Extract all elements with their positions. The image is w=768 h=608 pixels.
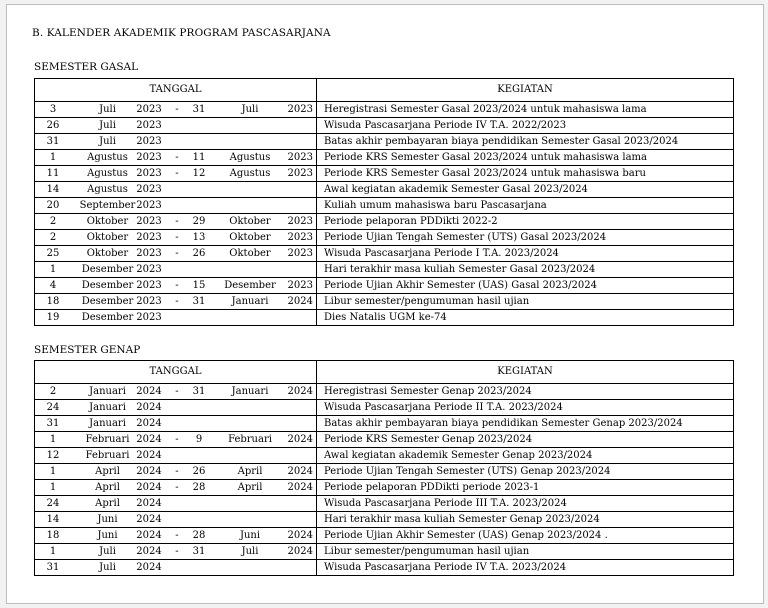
date-m2: Januari xyxy=(231,386,269,397)
date-m1: April xyxy=(95,466,120,477)
date-d1: 14 xyxy=(46,184,60,195)
page-title: B. KALENDER AKADEMIK PROGRAM PASCASARJANA xyxy=(32,27,331,39)
kegiatan-cell: Periode pelaporan PDDikti 2022-2 xyxy=(317,214,734,230)
kegiatan-cell: Periode Ujian Akhir Semester (UAS) Gasal 2023/2024 xyxy=(317,278,734,294)
date-m1: Februari xyxy=(85,434,130,445)
kegiatan-cell: Wisuda Pascasarjana Periode IV T.A. 2023/2024 xyxy=(317,560,734,576)
table-row xyxy=(35,480,734,496)
date-y1: 2024 xyxy=(136,514,162,525)
date-cell xyxy=(35,166,317,182)
date-dash: - xyxy=(175,546,179,557)
date-dash: - xyxy=(175,280,179,291)
date-d2: 29 xyxy=(192,216,206,227)
table-row xyxy=(35,512,734,528)
date-cell xyxy=(35,480,317,496)
tanggal-header: TANGGAL xyxy=(35,79,317,102)
kegiatan-cell: Libur semester/pengumuman hasil ujian xyxy=(317,544,734,560)
date-cell xyxy=(35,448,317,464)
table-row xyxy=(35,432,734,448)
date-y2: 2024 xyxy=(287,546,313,557)
kegiatan-header: KEGIATAN xyxy=(317,79,734,102)
date-y1: 2024 xyxy=(136,386,162,397)
kegiatan-cell: Batas akhir pembayaran biaya pendidikan Semester Genap 2023/2024 xyxy=(317,416,734,432)
date-d1: 1 xyxy=(49,466,57,477)
date-y1: 2023 xyxy=(136,248,162,259)
table-row xyxy=(35,214,734,230)
date-y1: 2024 xyxy=(136,402,162,413)
date-cell xyxy=(35,134,317,150)
date-y2: 2023 xyxy=(287,104,313,115)
table-row xyxy=(35,118,734,134)
date-y1: 2024 xyxy=(136,546,162,557)
kegiatan-cell: Periode KRS Semester Genap 2023/2024 xyxy=(317,432,734,448)
genap-table-header xyxy=(35,361,734,384)
kegiatan-cell: Wisuda Pascasarjana Periode IV T.A. 2022/2023 xyxy=(317,118,734,134)
date-y2: 2024 xyxy=(287,434,313,445)
gasal-table-body xyxy=(35,102,734,326)
date-y2: 2023 xyxy=(287,248,313,259)
date-y1: 2023 xyxy=(136,152,162,163)
kegiatan-cell: Periode KRS Semester Gasal 2023/2024 untuk mahasiswa lama xyxy=(317,150,734,166)
kegiatan-cell: Libur semester/pengumuman hasil ujian xyxy=(317,294,734,310)
date-cell xyxy=(35,294,317,310)
date-cell xyxy=(35,278,317,294)
date-m2: Oktober xyxy=(229,248,271,259)
date-y2: 2023 xyxy=(287,232,313,243)
date-m1: Oktober xyxy=(86,232,129,243)
date-m1: Agustus xyxy=(87,168,128,179)
table-row xyxy=(35,230,734,246)
date-d1: 18 xyxy=(46,296,60,307)
date-d2: 13 xyxy=(192,232,206,243)
kegiatan-cell: Wisuda Pascasarjana Periode III T.A. 2023/2024 xyxy=(317,496,734,512)
date-y2: 2024 xyxy=(287,530,313,541)
genap-table-body xyxy=(35,384,734,576)
date-dash: - xyxy=(175,232,179,243)
date-y1: 2024 xyxy=(136,482,162,493)
date-cell xyxy=(35,400,317,416)
date-d1: 25 xyxy=(46,248,60,259)
kegiatan-cell: Kuliah umum mahasiswa baru Pascasarjana xyxy=(317,198,734,214)
date-m1: Juli xyxy=(99,546,116,557)
date-d2: 26 xyxy=(192,248,206,259)
kegiatan-cell: Periode Ujian Tengah Semester (UTS) Genap 2023/2024 xyxy=(317,464,734,480)
date-dash: - xyxy=(175,530,179,541)
date-cell xyxy=(35,198,317,214)
date-y2: 2023 xyxy=(287,280,313,291)
date-m1: Agustus xyxy=(87,152,128,163)
date-m1: September xyxy=(79,200,136,211)
date-m1: Oktober xyxy=(86,248,129,259)
date-y1: 2024 xyxy=(136,562,162,573)
date-y1: 2023 xyxy=(136,136,162,147)
date-dash: - xyxy=(175,466,179,477)
date-dash: - xyxy=(175,168,179,179)
date-d1: 2 xyxy=(49,232,57,243)
date-d2: 11 xyxy=(192,152,206,163)
table-row xyxy=(35,400,734,416)
date-y1: 2023 xyxy=(136,296,162,307)
table-row xyxy=(35,384,734,400)
table-row xyxy=(35,560,734,576)
date-dash: - xyxy=(175,216,179,227)
date-m1: Januari xyxy=(89,418,126,429)
date-d2: 31 xyxy=(192,386,206,397)
date-m1: Januari xyxy=(89,386,126,397)
date-dash: - xyxy=(175,152,179,163)
date-d1: 11 xyxy=(46,168,60,179)
date-d2: 9 xyxy=(195,434,203,445)
date-cell xyxy=(35,544,317,560)
date-m1: Juli xyxy=(99,104,116,115)
kegiatan-cell: Awal kegiatan akademik Semester Gasal 2023/2024 xyxy=(317,182,734,198)
table-row xyxy=(35,246,734,262)
gasal-table-header xyxy=(35,79,734,102)
date-d1: 24 xyxy=(46,402,60,413)
date-y1: 2023 xyxy=(136,264,162,275)
date-m2: Agustus xyxy=(229,168,271,179)
date-d1: 31 xyxy=(46,562,60,573)
semester-gasal-title: SEMESTER GASAL xyxy=(34,61,139,73)
date-m1: Juli xyxy=(99,120,116,131)
date-y1: 2024 xyxy=(136,498,162,509)
date-y2: 2024 xyxy=(287,386,313,397)
tanggal-header: TANGGAL xyxy=(35,361,317,384)
date-y2: 2024 xyxy=(287,482,313,493)
gasal-table xyxy=(34,78,734,326)
table-row xyxy=(35,310,734,326)
date-d2: 31 xyxy=(192,546,206,557)
table-row xyxy=(35,182,734,198)
date-d1: 24 xyxy=(46,498,60,509)
date-y1: 2024 xyxy=(136,434,162,445)
date-d1: 20 xyxy=(46,200,60,211)
date-m2: Oktober xyxy=(229,232,271,243)
date-m1: April xyxy=(95,482,120,493)
date-d1: 31 xyxy=(46,136,60,147)
date-d1: 1 xyxy=(49,482,57,493)
date-y1: 2023 xyxy=(136,104,162,115)
date-dash: - xyxy=(175,104,179,115)
date-y1: 2023 xyxy=(136,312,162,323)
date-cell xyxy=(35,246,317,262)
date-cell xyxy=(35,528,317,544)
kegiatan-cell: Wisuda Pascasarjana Periode I T.A. 2023/2024 xyxy=(317,246,734,262)
date-m1: Januari xyxy=(89,402,126,413)
kegiatan-cell: Awal kegiatan akademik Semester Genap 2023/2024 xyxy=(317,448,734,464)
kegiatan-cell: Wisuda Pascasarjana Periode II T.A. 2023/2024 xyxy=(317,400,734,416)
date-d2: 31 xyxy=(192,104,206,115)
date-d2: 15 xyxy=(192,280,206,291)
date-dash: - xyxy=(175,434,179,445)
date-cell xyxy=(35,496,317,512)
date-d1: 1 xyxy=(49,152,57,163)
kegiatan-cell: Hari terakhir masa kuliah Semester Genap 2023/2024 xyxy=(317,512,734,528)
date-y2: 2024 xyxy=(287,296,313,307)
date-y1: 2024 xyxy=(136,450,162,461)
date-d1: 18 xyxy=(46,530,60,541)
date-d1: 19 xyxy=(46,312,60,323)
table-row xyxy=(35,198,734,214)
kegiatan-cell: Batas akhir pembayaran biaya pendidikan Semester Gasal 2023/2024 xyxy=(317,134,734,150)
table-row xyxy=(35,448,734,464)
date-d1: 1 xyxy=(49,434,57,445)
date-y1: 2024 xyxy=(136,418,162,429)
date-m2: Agustus xyxy=(229,152,271,163)
date-y1: 2024 xyxy=(136,530,162,541)
date-d1: 1 xyxy=(49,546,57,557)
table-row xyxy=(35,134,734,150)
date-d2: 28 xyxy=(192,482,206,493)
date-dash: - xyxy=(175,482,179,493)
date-cell xyxy=(35,102,317,118)
date-y1: 2023 xyxy=(136,200,162,211)
date-y2: 2023 xyxy=(287,168,313,179)
date-m1: April xyxy=(95,498,120,509)
date-cell xyxy=(35,560,317,576)
table-row xyxy=(35,278,734,294)
date-d2: 28 xyxy=(192,530,206,541)
date-cell xyxy=(35,214,317,230)
date-d2: 12 xyxy=(192,168,206,179)
date-m1: Juli xyxy=(99,136,116,147)
date-d1: 1 xyxy=(49,264,57,275)
table-row xyxy=(35,416,734,432)
date-d2: 31 xyxy=(192,296,206,307)
date-y1: 2023 xyxy=(136,232,162,243)
date-m2: April xyxy=(237,466,263,477)
date-dash: - xyxy=(175,248,179,259)
table-row xyxy=(35,102,734,118)
date-d2: 26 xyxy=(192,466,206,477)
date-cell xyxy=(35,150,317,166)
date-m2: Oktober xyxy=(229,216,271,227)
date-y2: 2023 xyxy=(287,216,313,227)
table-row xyxy=(35,294,734,310)
table-row xyxy=(35,464,734,480)
date-cell xyxy=(35,262,317,278)
date-cell xyxy=(35,512,317,528)
kegiatan-cell: Periode KRS Semester Gasal 2023/2024 untuk mahasiswa baru xyxy=(317,166,734,182)
table-row xyxy=(35,262,734,278)
date-m1: Desember xyxy=(81,296,134,307)
date-y1: 2023 xyxy=(136,216,162,227)
date-m2: Januari xyxy=(231,296,269,307)
date-m2: April xyxy=(237,482,263,493)
kegiatan-cell: Heregistrasi Semester Gasal 2023/2024 untuk mahasiswa lama xyxy=(317,102,734,118)
date-cell xyxy=(35,230,317,246)
date-m1: Agustus xyxy=(87,184,128,195)
date-dash: - xyxy=(175,386,179,397)
semester-genap-title: SEMESTER GENAP xyxy=(34,344,141,356)
date-m1: Juni xyxy=(97,530,118,541)
date-d1: 26 xyxy=(46,120,60,131)
kegiatan-header: KEGIATAN xyxy=(317,361,734,384)
table-row xyxy=(35,496,734,512)
date-y1: 2023 xyxy=(136,184,162,195)
date-m1: Juni xyxy=(97,514,118,525)
date-m2: Juni xyxy=(239,530,261,541)
kegiatan-cell: Dies Natalis UGM ke-74 xyxy=(317,310,734,326)
date-d1: 3 xyxy=(49,104,57,115)
kegiatan-cell: Hari terakhir masa kuliah Semester Gasal 2023/2024 xyxy=(317,262,734,278)
date-dash: - xyxy=(175,296,179,307)
table-row xyxy=(35,166,734,182)
date-cell xyxy=(35,182,317,198)
date-cell xyxy=(35,416,317,432)
date-m1: Desember xyxy=(81,280,134,291)
date-m2: Juli xyxy=(241,104,259,115)
date-cell xyxy=(35,384,317,400)
genap-table xyxy=(34,360,734,576)
date-d1: 12 xyxy=(46,450,60,461)
date-cell xyxy=(35,432,317,448)
date-m2: Februari xyxy=(228,434,272,445)
date-y1: 2023 xyxy=(136,168,162,179)
date-y1: 2023 xyxy=(136,120,162,131)
date-d1: 31 xyxy=(46,418,60,429)
table-row xyxy=(35,544,734,560)
date-y2: 2024 xyxy=(287,466,313,477)
date-d1: 2 xyxy=(49,216,57,227)
kegiatan-cell: Periode pelaporan PDDikti periode 2023-1 xyxy=(317,480,734,496)
date-cell xyxy=(35,118,317,134)
date-d1: 2 xyxy=(49,386,57,397)
date-d1: 14 xyxy=(46,514,60,525)
date-cell xyxy=(35,464,317,480)
date-m2: Desember xyxy=(224,280,276,291)
date-m1: Desember xyxy=(81,312,134,323)
date-m2: Juli xyxy=(241,546,259,557)
kegiatan-cell: Periode Ujian Akhir Semester (UAS) Genap 2023/2024 . xyxy=(317,528,734,544)
date-cell xyxy=(35,310,317,326)
date-y1: 2023 xyxy=(136,280,162,291)
date-d1: 4 xyxy=(49,280,57,291)
date-m1: Oktober xyxy=(86,216,129,227)
table-row xyxy=(35,150,734,166)
kegiatan-cell: Periode Ujian Tengah Semester (UTS) Gasal 2023/2024 xyxy=(317,230,734,246)
date-y2: 2023 xyxy=(287,152,313,163)
date-m1: Juli xyxy=(99,562,116,573)
kegiatan-cell: Heregistrasi Semester Genap 2023/2024 xyxy=(317,384,734,400)
date-y1: 2024 xyxy=(136,466,162,477)
date-m1: Desember xyxy=(81,264,134,275)
date-m1: Februari xyxy=(85,450,130,461)
table-row xyxy=(35,528,734,544)
